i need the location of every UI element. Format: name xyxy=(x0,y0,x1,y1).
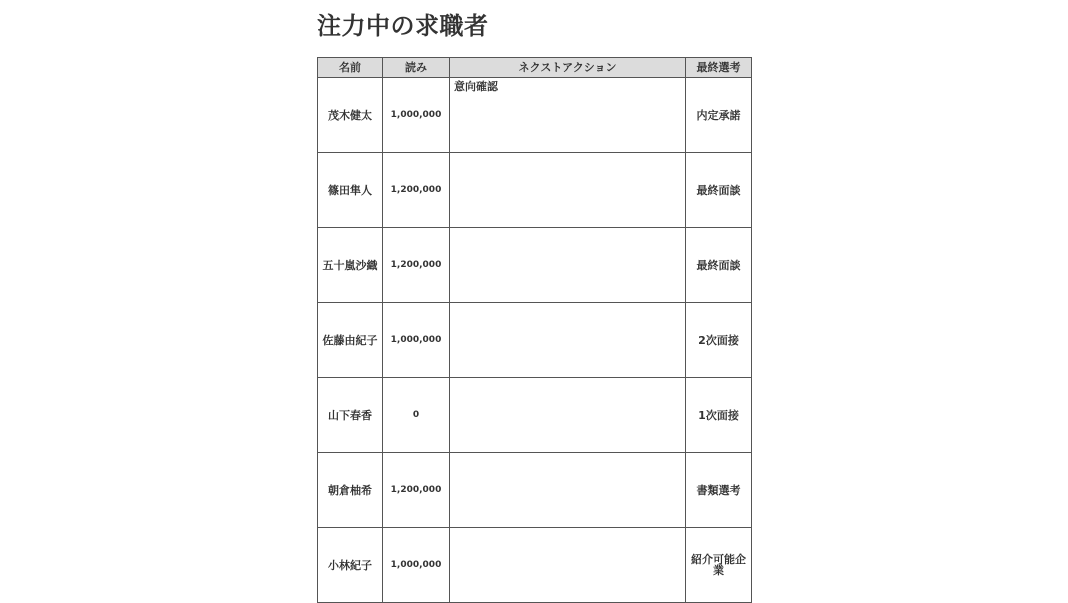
candidates-table xyxy=(317,57,752,603)
cell-next-action xyxy=(450,153,686,228)
cell-reading: 1,200,000 xyxy=(383,228,450,303)
table-header-row xyxy=(318,58,752,78)
cell-reading: 1,200,000 xyxy=(383,153,450,228)
cell-final-stage: 最終面談 xyxy=(686,228,752,303)
cell-final-stage: 紹介可能企業 xyxy=(686,528,752,603)
cell-name: 小林紀子 xyxy=(318,528,383,603)
table-row xyxy=(318,303,752,378)
cell-final-stage: 内定承諾 xyxy=(686,78,752,153)
table-row xyxy=(318,453,752,528)
cell-reading: 1,000,000 xyxy=(383,303,450,378)
cell-final-stage: 2次面接 xyxy=(686,303,752,378)
cell-reading: 1,200,000 xyxy=(383,453,450,528)
cell-name: 山下春香 xyxy=(318,378,383,453)
cell-final-stage: 1次面接 xyxy=(686,378,752,453)
cell-final-stage: 最終面談 xyxy=(686,153,752,228)
header-reading: 読み xyxy=(383,58,450,78)
cell-next-action xyxy=(450,228,686,303)
table-row xyxy=(318,528,752,603)
cell-next-action xyxy=(450,528,686,603)
cell-reading: 0 xyxy=(383,378,450,453)
cell-next-action xyxy=(450,303,686,378)
cell-name: 篠田隼人 xyxy=(318,153,383,228)
table-row xyxy=(318,378,752,453)
header-final-stage: 最終選考 xyxy=(686,58,752,78)
header-next-action: ネクストアクション xyxy=(450,58,686,78)
table-row xyxy=(318,228,752,303)
cell-next-action xyxy=(450,378,686,453)
cell-next-action xyxy=(450,453,686,528)
page-title: 注力中の求職者 xyxy=(317,12,489,40)
cell-name: 朝倉柚希 xyxy=(318,453,383,528)
cell-name: 茂木健太 xyxy=(318,78,383,153)
header-name: 名前 xyxy=(318,58,383,78)
cell-name: 五十嵐沙織 xyxy=(318,228,383,303)
cell-next-action: 意向確認 xyxy=(450,78,686,153)
cell-final-stage: 書類選考 xyxy=(686,453,752,528)
table-row xyxy=(318,153,752,228)
cell-reading: 1,000,000 xyxy=(383,528,450,603)
cell-name: 佐藤由紀子 xyxy=(318,303,383,378)
cell-reading: 1,000,000 xyxy=(383,78,450,153)
table-row xyxy=(318,78,752,153)
